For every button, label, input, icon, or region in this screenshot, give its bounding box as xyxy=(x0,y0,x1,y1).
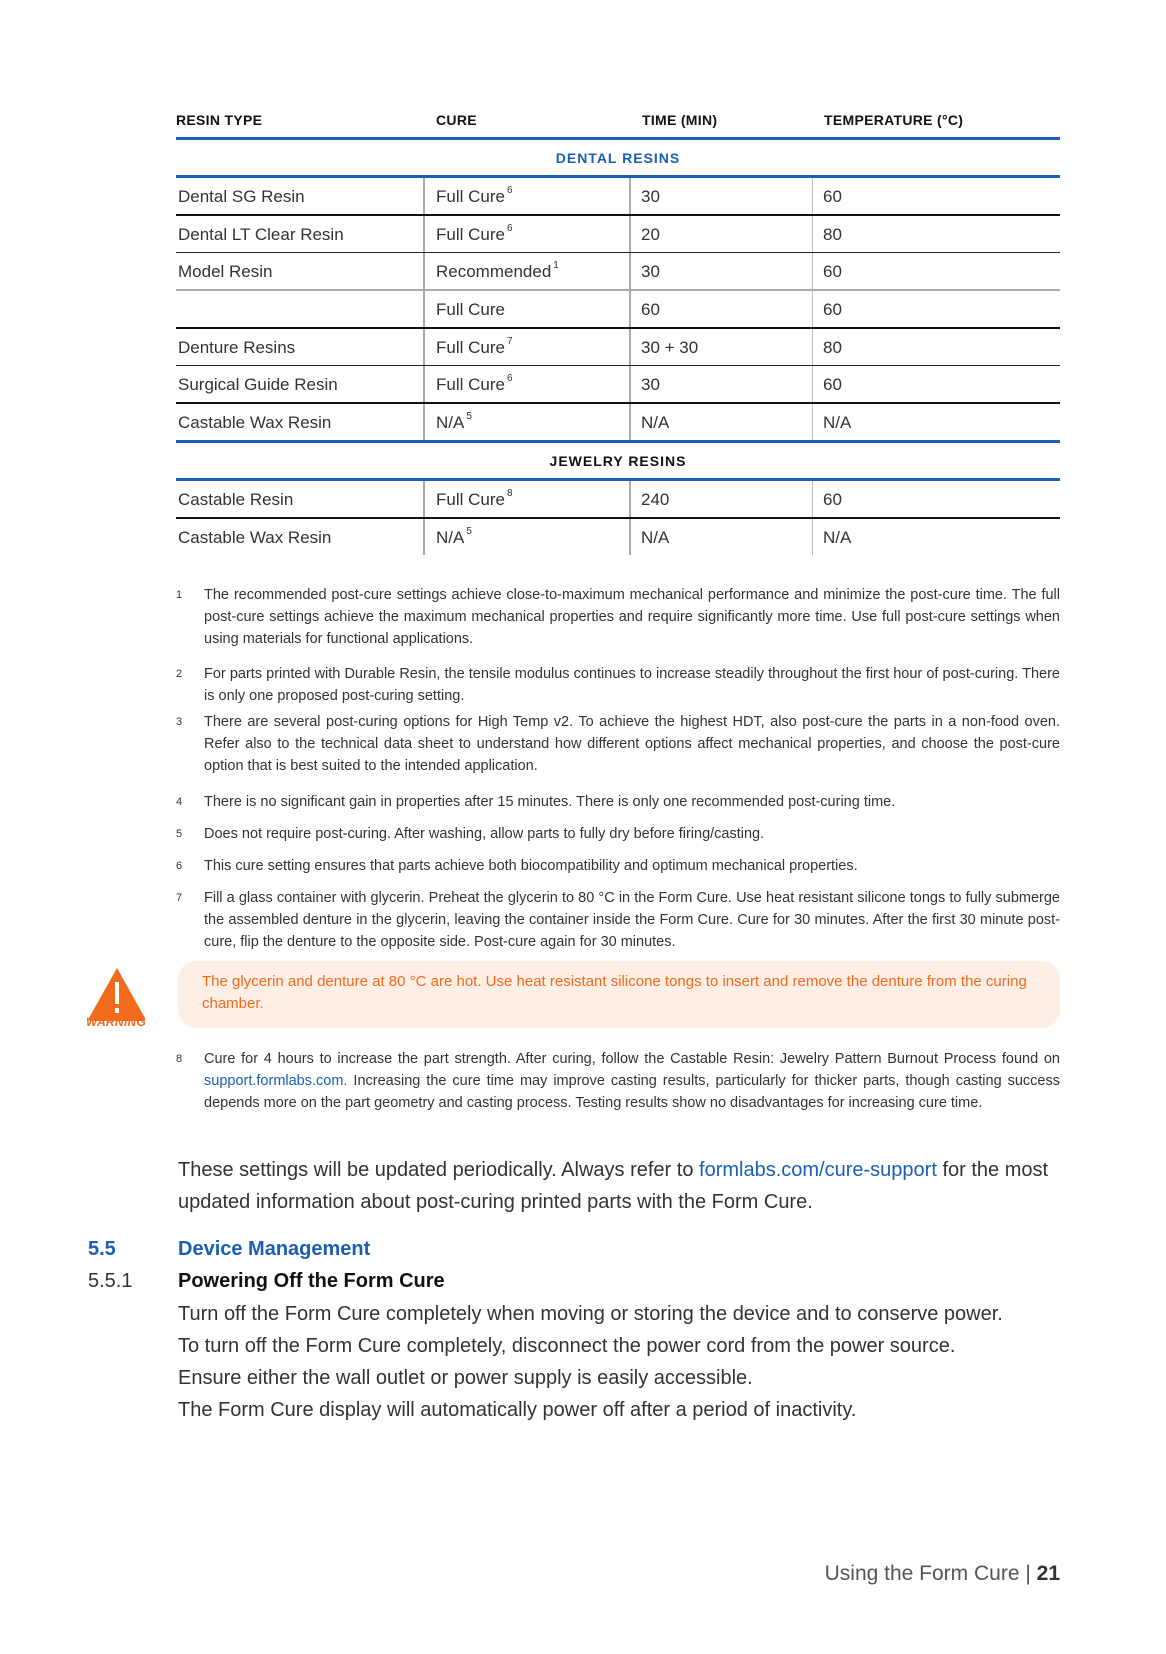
resin-cell: Dental SG Resin xyxy=(176,178,425,214)
temp-cell: N/A xyxy=(823,528,852,547)
table-row xyxy=(176,329,1060,366)
temp-cell: N/A xyxy=(823,413,852,432)
temp-cell: 60 xyxy=(823,375,842,394)
warning-callout xyxy=(178,961,1060,1028)
table-row xyxy=(176,216,1060,253)
subsection-title: Powering Off the Form Cure xyxy=(178,1270,445,1292)
cure-settings-table xyxy=(176,100,1060,555)
resin-cell: Castable Resin xyxy=(176,481,425,517)
section-body xyxy=(178,1298,1060,1426)
footnote-6: 6 This cure setting ensures that parts achieve both biocompatibility and optimum mechanical properties. xyxy=(176,858,858,874)
resin-cell: Surgical Guide Resin xyxy=(176,366,425,402)
group-jewelry-resins: JEWELRY RESINS xyxy=(176,443,1060,481)
footer-chapter: Using the Form Cure | xyxy=(824,1562,1037,1585)
section-title: Device Management xyxy=(178,1238,371,1260)
header-cure: CURE xyxy=(436,112,477,128)
cure-cell: Recommended $^1$ xyxy=(425,253,631,289)
header-temperature: TEMPERATURE (°C) xyxy=(824,112,964,128)
time-cell: 30 + 30 xyxy=(631,329,813,365)
time-cell: 20 xyxy=(631,216,813,252)
footnote-1: 1 The recommended post-cure settings achieve close-to-maximum mechanical performance and minimize the post-cure time. The full post-cure settings achieve the maximum mechanical properties and require significantly more time. Use full post-cure settings when using materials for functional applications. xyxy=(176,587,1060,647)
table-row xyxy=(176,253,1060,291)
cure-cell: Full Cure $^6$ xyxy=(425,178,631,214)
time-cell: 30 xyxy=(631,178,813,214)
header-resin-type: RESIN TYPE xyxy=(176,112,263,128)
resin-cell: Model Resin xyxy=(176,253,425,289)
time-cell: 60 xyxy=(631,291,813,327)
page-footer xyxy=(825,1562,1060,1586)
footnote-4: 4 There is no significant gain in properties after 15 minutes. There is only one recommended post-curing time. xyxy=(176,794,896,810)
footnote-5: 5 Does not require post-curing. After washing, allow parts to fully dry before firing/casting. xyxy=(176,826,765,842)
time-cell: 30 xyxy=(631,366,813,402)
temp-cell: 60 xyxy=(823,300,842,319)
cure-cell: Full Cure $^6$ xyxy=(425,366,631,402)
cure-cell: N/A $^5$ xyxy=(425,404,631,440)
time-cell: 240 xyxy=(631,481,813,517)
body-line: To turn off the Form Cure completely, disconnect the power cord from the power source. xyxy=(178,1335,956,1357)
update-note: These settings will be updated periodically. Always refer to formlabs.com/cure-support for the most updated information about post-curing printed parts with the Form Cure. xyxy=(178,1159,1049,1213)
table-row xyxy=(176,178,1060,216)
cure-cell: N/A $^5$ xyxy=(425,519,631,555)
table-row xyxy=(176,291,1060,329)
subsection-number: 5.5.1 xyxy=(88,1270,133,1292)
footnote-2: 2 For parts printed with Durable Resin, the tensile modulus continues to increase steadily throughout the first hour of post-curing. There is only one proposed post-curing setting. xyxy=(176,666,1060,704)
footnote-3: 3 There are several post-curing options for High Temp v2. To achieve the highest HDT, also post-cure the parts in a non-food oven. Refer also to the technical data sheet to understand how different options affect mechanical properties, and choose the post-cure option that is best suited to the intended application. xyxy=(176,714,1060,774)
page-number: 21 xyxy=(1036,1562,1060,1585)
temp-cell: 60 xyxy=(823,490,842,509)
support-link[interactable]: support.formlabs.com. xyxy=(204,1073,348,1089)
header-time: TIME (MIN) xyxy=(642,112,718,128)
cure-cell: Full Cure $^6$ xyxy=(425,216,631,252)
group-dental-resins: DENTAL RESINS xyxy=(176,140,1060,178)
table-row xyxy=(176,519,1060,555)
temp-cell: 60 xyxy=(823,187,842,206)
resin-cell: Denture Resins xyxy=(176,329,425,365)
cure-support-link[interactable]: formlabs.com/cure-support xyxy=(699,1159,937,1181)
temp-cell: 80 xyxy=(823,225,842,244)
footnote-7: 7 Fill a glass container with glycerin. Preheat the glycerin to 80 °C in the Form Cure. Use heat resistant silicone tongs to fully submerge the assembled denture in the glycerin, leaving the container inside the Form Cure. Cure for 30 minutes. After the first 30 minute post-cure, flip the denture to the opposite side. Post-cure again for 30 minutes. xyxy=(176,890,1060,950)
time-cell: N/A xyxy=(631,404,813,440)
table-row xyxy=(176,366,1060,404)
body-line: The Form Cure display will automatically power off after a period of inactivity. xyxy=(178,1399,857,1421)
table-row xyxy=(176,404,1060,443)
table-header xyxy=(176,100,1060,140)
section-number: 5.5 xyxy=(88,1238,116,1260)
cure-cell: Full Cure xyxy=(425,291,631,327)
resin-cell: Castable Wax Resin xyxy=(176,404,425,440)
temp-cell: 80 xyxy=(823,338,842,357)
resin-cell: Castable Wax Resin xyxy=(176,519,425,555)
time-cell: 30 xyxy=(631,253,813,289)
body-line: Turn off the Form Cure completely when moving or storing the device and to conserve power. xyxy=(178,1303,1003,1325)
cure-cell: Full Cure $^8$ xyxy=(425,481,631,517)
time-cell: N/A xyxy=(631,519,813,555)
resin-cell: Dental LT Clear Resin xyxy=(176,216,425,252)
cure-cell: Full Cure $^7$ xyxy=(425,329,631,365)
temp-cell: 60 xyxy=(823,262,842,281)
body-line: Ensure either the wall outlet or power supply is easily accessible. xyxy=(178,1367,753,1389)
warning-text: The glycerin and denture at 80 °C are hot. Use heat resistant silicone tongs to insert and remove the denture from the curing chamber. xyxy=(202,973,1027,1012)
resin-cell xyxy=(176,291,425,327)
footnote-8: 8 Cure for 4 hours to increase the part strength. After curing, follow the Castable Resin: Jewelry Pattern Burnout Process found on support.formlabs.com. Increasing the cure time may improve casting results, particularly for thicker parts, though casting success depends more on the part geometry and casting process. Testing results show no disadvantages for increasing cure time. xyxy=(176,1051,1060,1111)
warning-label: WARNING xyxy=(86,1015,147,1029)
table-row xyxy=(176,481,1060,519)
